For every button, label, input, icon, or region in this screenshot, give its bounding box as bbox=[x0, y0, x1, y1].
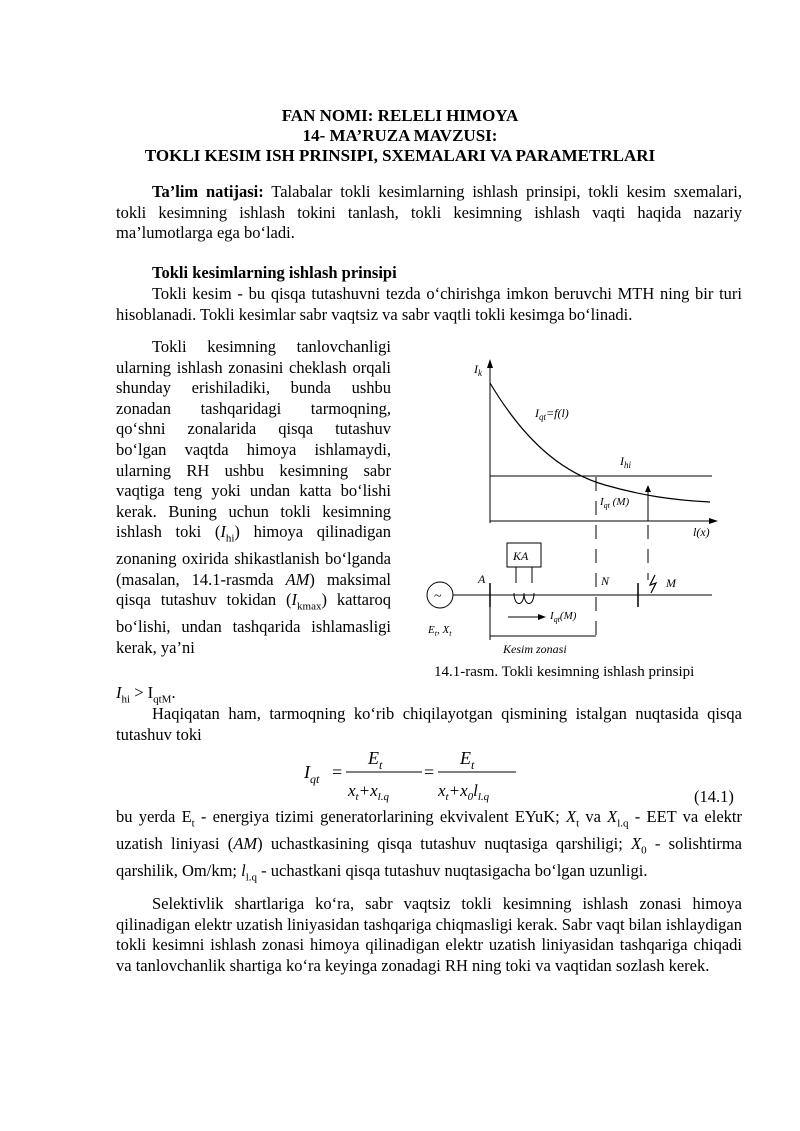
zone-label: Kesim zonasi bbox=[503, 642, 567, 656]
pickup-current-label: $I_{hi}$ bbox=[620, 454, 632, 470]
paragraph-selectivity: Tokli kesimning tanlovchanligi ularning ishlash zonasini cheklash orqali shunday erishiladiki, bunda ushbu zonadan tashqaridagi tarmoqning, qo‘shni zonalarida qisqa tutashuv bo‘lgan vaqtda himoya ishlamaydi, ularning RH ushbu kesimning sabr vaqtiga teng yoki undan katta bo‘lishi kerak. Buning uchun tokli kesimning ishlash toki $(I_{hi})$ himoya qilinadigan zonaning oxirida shikastlanish bo‘lganda (masalan, 14.1-rasmda AM) maksimal qisqa tutashuv tokidan $(I_{kmax})$ kattaroq bo‘lishi, undan tashqarida ishlamasligi kerak, ya’ni bbox=[116, 337, 391, 657]
fault-current-curve bbox=[490, 383, 710, 502]
curve-label: $I_{qt}=f(l)$ bbox=[535, 406, 569, 422]
paragraph-symbols: bu yerda $E_t$ - energiya tizimi generatorlarining ekvivalent EYuK; $X_t$ va $X_{l.q}$ - EET va elektr uzatish liniyasi (AM) uchastkasining qisqa tutashuv nuqtasiga qarshiligi; $X_0$ - solishtirma qarshilik, Om/km; $l_{l.q}$ - uchastkani qisqa tutashuv nuqtasigacha bo‘lgan uzunligi. bbox=[116, 807, 742, 884]
course-title: FAN NOMI: RELELI HIMOYA bbox=[281, 106, 519, 125]
paragraph-fault-current-intro: Haqiqatan ham, tarmoqning ko‘rib chiqilayotgan qismining istalgan nuqtasida qisqa tutashuv toki bbox=[116, 704, 742, 744]
eq-equals-2: = bbox=[424, 762, 435, 782]
learning-outcome bbox=[116, 182, 742, 244]
eq-denominator-1: $x_t+x_{l.q}$ bbox=[348, 781, 389, 803]
fault-current-arrow-label: $I_{qt}(M)$ bbox=[550, 610, 577, 624]
lecture-topic: TOKLI KESIM ISH PRINSIPI, SXEMALARI VA PARAMETRLARI bbox=[144, 146, 656, 165]
eq-numerator-1: $E_t$ bbox=[368, 748, 383, 772]
y-axis-label: $I_k$ bbox=[474, 362, 482, 378]
lecture-number: 14- MA’RUZA MAVZUSI: bbox=[302, 126, 498, 145]
figure-caption: 14.1-rasm. Tokli kesimning ishlash prinsipi bbox=[434, 664, 695, 680]
source-tilde: ~ bbox=[434, 589, 442, 604]
node-m-label: M bbox=[666, 576, 676, 590]
learning-outcome-label: Ta’lim natijasi: bbox=[152, 182, 264, 201]
node-n-label: N bbox=[601, 574, 610, 588]
section-heading: Tokli kesimlarning ishlash prinsipi bbox=[152, 263, 397, 282]
figure-14-1 bbox=[400, 355, 740, 660]
fault-current-arrowhead bbox=[538, 614, 546, 620]
x-axis-arrow bbox=[709, 518, 718, 524]
y-axis-arrow bbox=[487, 359, 493, 368]
eq-equals-1: = bbox=[332, 762, 343, 782]
x-axis-label: l(x) bbox=[693, 525, 710, 539]
paragraph-selectivity-conditions: Selektivlik shartlariga ko‘ra, sabr vaqtsiz tokli kesimning ishlash zonasi himoya qilinadigan elektr uzatish liniyasidan tashqariga chiqmasligi kerak. Sabr vaqt bilan ishlaydigan tokli kesimni ishlash zonasi himoya qilinadigan elektr uzatish liniyasidan tashqariga chiqadi va tanlovchanlik shartiga ko‘ra keyinga zonadagi RH ning toki va vaqtidan sozlash kerek. bbox=[116, 894, 742, 975]
eq-numerator-2: $E_t$ bbox=[460, 748, 475, 772]
learning-outcome-text: Talabalar tokli kesimlarning ishlash prinsipi, tokli kesim sxemalari, tokli kesimning ishlash tokini tanlash, tokli kesimning ishlash vaqti haqida nazariy ma’lumotlarga ega bo‘ladi. bbox=[116, 182, 743, 243]
eq-denominator-2: $x_t+x_0l_{l.q}$ bbox=[438, 781, 490, 803]
iqtm-arrow-top bbox=[645, 485, 651, 492]
iqtm-label: $I_{qt}$ (M) bbox=[600, 496, 630, 510]
equation-14-1 bbox=[300, 744, 520, 804]
equation-number: (14.1) bbox=[694, 787, 734, 806]
fault-symbol bbox=[650, 575, 656, 593]
node-a-label: A bbox=[478, 572, 486, 586]
relay-label: KA bbox=[513, 549, 529, 563]
paragraph-definition: Tokli kesim - bu qisqa tutashuvni tezda o‘chirishga imkon beruvchi MTH ning bir turi hisoblanadi. Tokli kesimlar sabr vaqtsiz va sabr vaqtli tokli kesimga bo‘linadi. bbox=[116, 284, 742, 324]
source-label: $E_t$, $X_t$ bbox=[428, 624, 452, 638]
eq-lhs: $I_{qt}$ bbox=[304, 762, 320, 786]
inequality-line: $I_{hi} > I_{qtM}$. bbox=[116, 683, 176, 706]
